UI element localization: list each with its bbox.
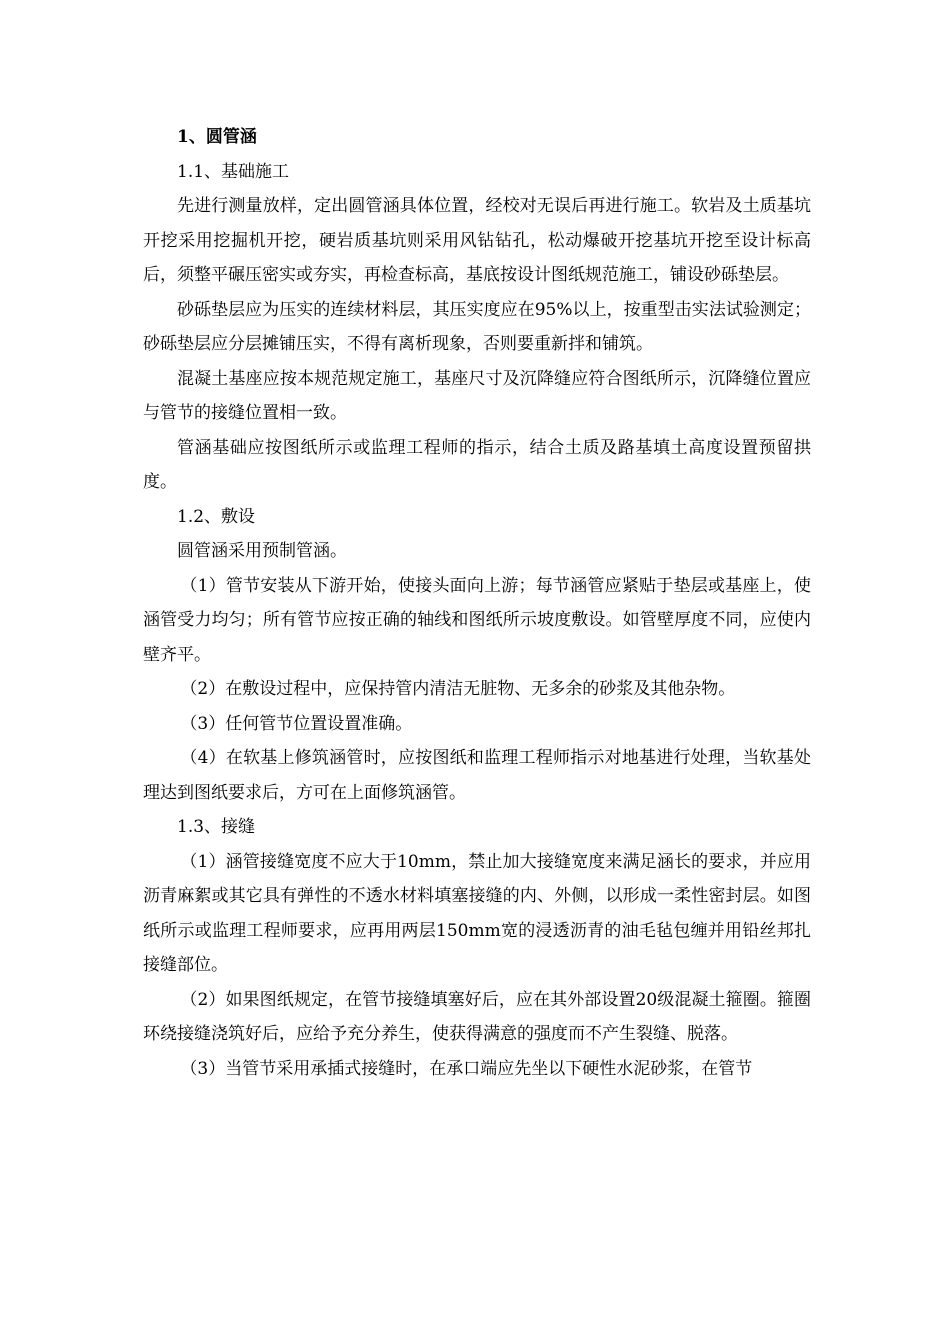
paragraph: 管涵基础应按图纸所示或监理工程师的指示，结合土质及路基填土高度设置预留拱度。 — [143, 437, 811, 492]
section-heading: 1、圆管涵 — [177, 127, 257, 147]
numbered-paragraph: （3）任何管节位置设置准确。 — [180, 713, 413, 734]
numbered-paragraph: （1）管节安装从下游开始，使接头面向上游；每节涵管应紧贴于垫层或基座上，使涵管受力均匀；所有管节应按正确的轴线和图纸所示坡度敷设。如管壁厚度不同，应使内壁齐平。 — [143, 575, 811, 665]
subsection-title: 1.1、基础施工 — [177, 161, 290, 182]
paragraph: 先进行测量放样，定出圆管涵具体位置，经校对无误后再进行施工。软岩及土质基坑开挖采用挖掘机开挖，硬岩质基坑则采用风钻钻孔，松动爆破开挖基坑开挖至设计标高后，须整平碾压密实或夯实，再检查标高，基底按设计图纸规范施工，铺设砂砾垫层。 — [143, 196, 811, 285]
numbered-paragraph: （2）如果图纸规定，在管节接缝填塞好后，应在其外部设置20级混凝土箍圈。箍圈环绕接缝浇筑好后，应给予充分养生，使获得满意的强度而不产生裂缝、脱落。 — [143, 989, 811, 1044]
numbered-paragraph: （1）涵管接缝宽度不应大于10mm，禁止加大接缝宽度来满足涵长的要求，并应用沥青麻絮或其它具有弹性的不透水材料填塞接缝的内、外侧，以形成一柔性密封层。如图纸所示或监理工程师要求，应再用两层150mm宽的浸透沥青的油毛毡包缠并用铅丝邦扎接缝部位。 — [143, 851, 811, 975]
paragraph: 圆管涵采用预制管涵。 — [177, 541, 347, 561]
paragraph: 砂砾垫层应为压实的连续材料层，其压实度应在95%以上，按重型击实法试验测定；砂砾垫层应分层摊铺压实，不得有离析现象，否则要重新拌和铺筑。 — [143, 299, 811, 354]
numbered-paragraph: （3）当管节采用承插式接缝时，在承口端应先坐以下硬性水泥砂浆，在管节 — [180, 1058, 753, 1079]
document-body — [143, 120, 811, 1086]
subsection-title: 1.3、接缝 — [177, 817, 256, 837]
subsection-title: 1.2、敷设 — [177, 506, 256, 527]
numbered-paragraph: （2）在敷设过程中，应保持管内清洁无脏物、无多余的砂浆及其他杂物。 — [180, 679, 736, 699]
numbered-paragraph: （4）在软基上修筑涵管时，应按图纸和监理工程师指示对地基进行处理，当软基处理达到图纸要求后，方可在上面修筑涵管。 — [143, 748, 811, 803]
paragraph: 混凝土基座应按本规范规定施工，基座尺寸及沉降缝应符合图纸所示，沉降缝位置应与管节的接缝位置相一致。 — [143, 368, 811, 423]
